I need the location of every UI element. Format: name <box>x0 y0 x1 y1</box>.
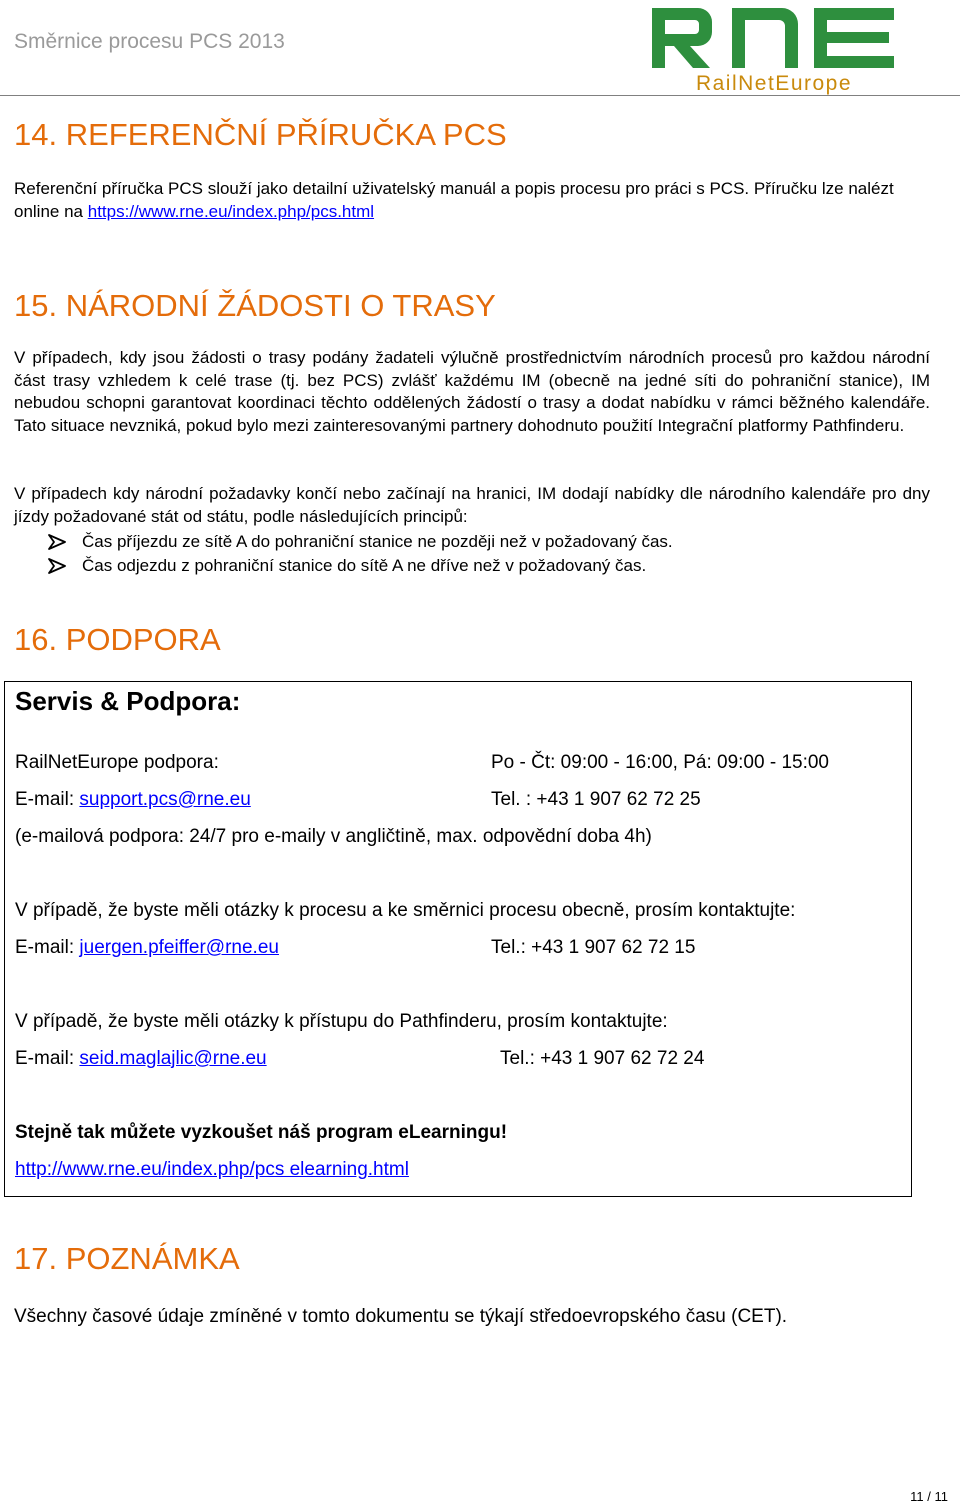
list-item-text: Čas odjezdu z pohraniční stanice do sítě A ne dříve než v požadovaný čas. <box>82 556 647 575</box>
logo-wordmark: RailNetEurope <box>695 72 853 95</box>
section-14-paragraph <box>14 178 930 223</box>
principles-list <box>48 530 673 578</box>
section-17-text: Všechny časové údaje zmíněné v tomto dokumentu se týkají středoevropského času (CET). <box>14 1306 788 1327</box>
header-rule <box>0 95 960 96</box>
rne-logo <box>648 0 900 96</box>
section-15-paragraph-1: V případech, kdy jsou žádosti o trasy podány žadateli výlučně prostřednictvím národních procesů pro každou národní část trasy vzhledem k celé trase (tj. bez PCS) zvlášť každému IM (obecně na jedné síti do pohraniční stanice), IM nebudou schopni garantovat koordinaci těchto oddělených žádostí o trasy a dodat nabídku v rámci běžného kalendáře. Tato situace nevzniká, pokud bylo mezi zainteresovanými partnery dohodnuto použití Integrační platformy Pathfinderu. <box>14 348 930 435</box>
email-label: E-mail: <box>15 937 80 958</box>
pathfinder-question: V případě, že byste měli otázky k přístupu do Pathfinderu, prosím kontaktujte: <box>15 1011 668 1032</box>
support-email-row <box>15 789 251 811</box>
page-number: 11 / 11 <box>910 1489 948 1504</box>
section-15-paragraph-2: V případech kdy národní požadavky končí nebo začínají na hranici, IM dodají nabídky dle národního kalendáře pro dny jízdy požadované stát od státu, podle následujících principů: <box>14 484 930 526</box>
section-14-text: Referenční příručka PCS slouží jako detailní uživatelský manuál a popis procesu pro práci s PCS. Příručku lze nalézt online na <box>14 179 894 221</box>
pathfinder-contact-email-link[interactable]: seid.maglajlic@rne.eu <box>79 1048 267 1069</box>
process-question: V případě, že byste měli otázky k procesu a ke směrnici procesu obecně, prosím kontaktujte: <box>15 900 796 921</box>
section-16-heading: 16. PODPORA <box>14 622 221 657</box>
section-14-heading: 14. REFERENČNÍ PŘÍRUČKA PCS <box>14 117 507 152</box>
process-contact-email-link[interactable]: juergen.pfeiffer@rne.eu <box>79 937 279 958</box>
pathfinder-contact-phone: Tel.: +43 1 907 62 72 24 <box>500 1048 705 1069</box>
list-item-text: Čas příjezdu ze sítě A do pohraniční stanice ne později než v požadovaný čas. <box>82 532 673 551</box>
support-hours: Po - Čt: 09:00 - 16:00, Pá: 09:00 - 15:00 <box>491 752 829 773</box>
process-email-row <box>15 937 279 959</box>
list-item <box>48 554 673 578</box>
support-label: RailNetEurope podpora: <box>15 752 219 773</box>
process-contact-phone: Tel.: +43 1 907 62 72 15 <box>491 937 696 958</box>
pathfinder-email-row <box>15 1048 267 1070</box>
email-label: E-mail: <box>15 789 80 810</box>
arrow-bullet-icon <box>48 558 68 574</box>
support-note: (e-mailová podpora: 24/7 pro e-maily v angličtině, max. odpovědní doba 4h) <box>15 826 652 847</box>
email-label: E-mail: <box>15 1048 80 1069</box>
pcs-handbook-link[interactable]: https://www.rne.eu/index.php/pcs.html <box>87 201 375 221</box>
section-17-heading: 17. POZNÁMKA <box>14 1241 240 1276</box>
document-title: Směrnice procesu PCS 2013 <box>14 30 285 53</box>
support-email-link[interactable]: support.pcs@rne.eu <box>79 789 251 810</box>
support-box-title: Servis & Podpora: <box>15 686 241 716</box>
section-15-heading: 15. NÁRODNÍ ŽÁDOSTI O TRASY <box>14 288 496 323</box>
arrow-bullet-icon <box>48 534 68 550</box>
support-box <box>4 681 912 1197</box>
support-phone: Tel. : +43 1 907 62 72 25 <box>491 789 701 810</box>
elearning-link[interactable]: http://www.rne.eu/index.php/pcs elearning.html <box>15 1159 409 1180</box>
list-item <box>48 530 673 554</box>
rne-logo-mark <box>648 0 900 96</box>
elearning-promo: Stejně tak můžete vyzkoušet náš program eLearningu! <box>15 1122 508 1143</box>
